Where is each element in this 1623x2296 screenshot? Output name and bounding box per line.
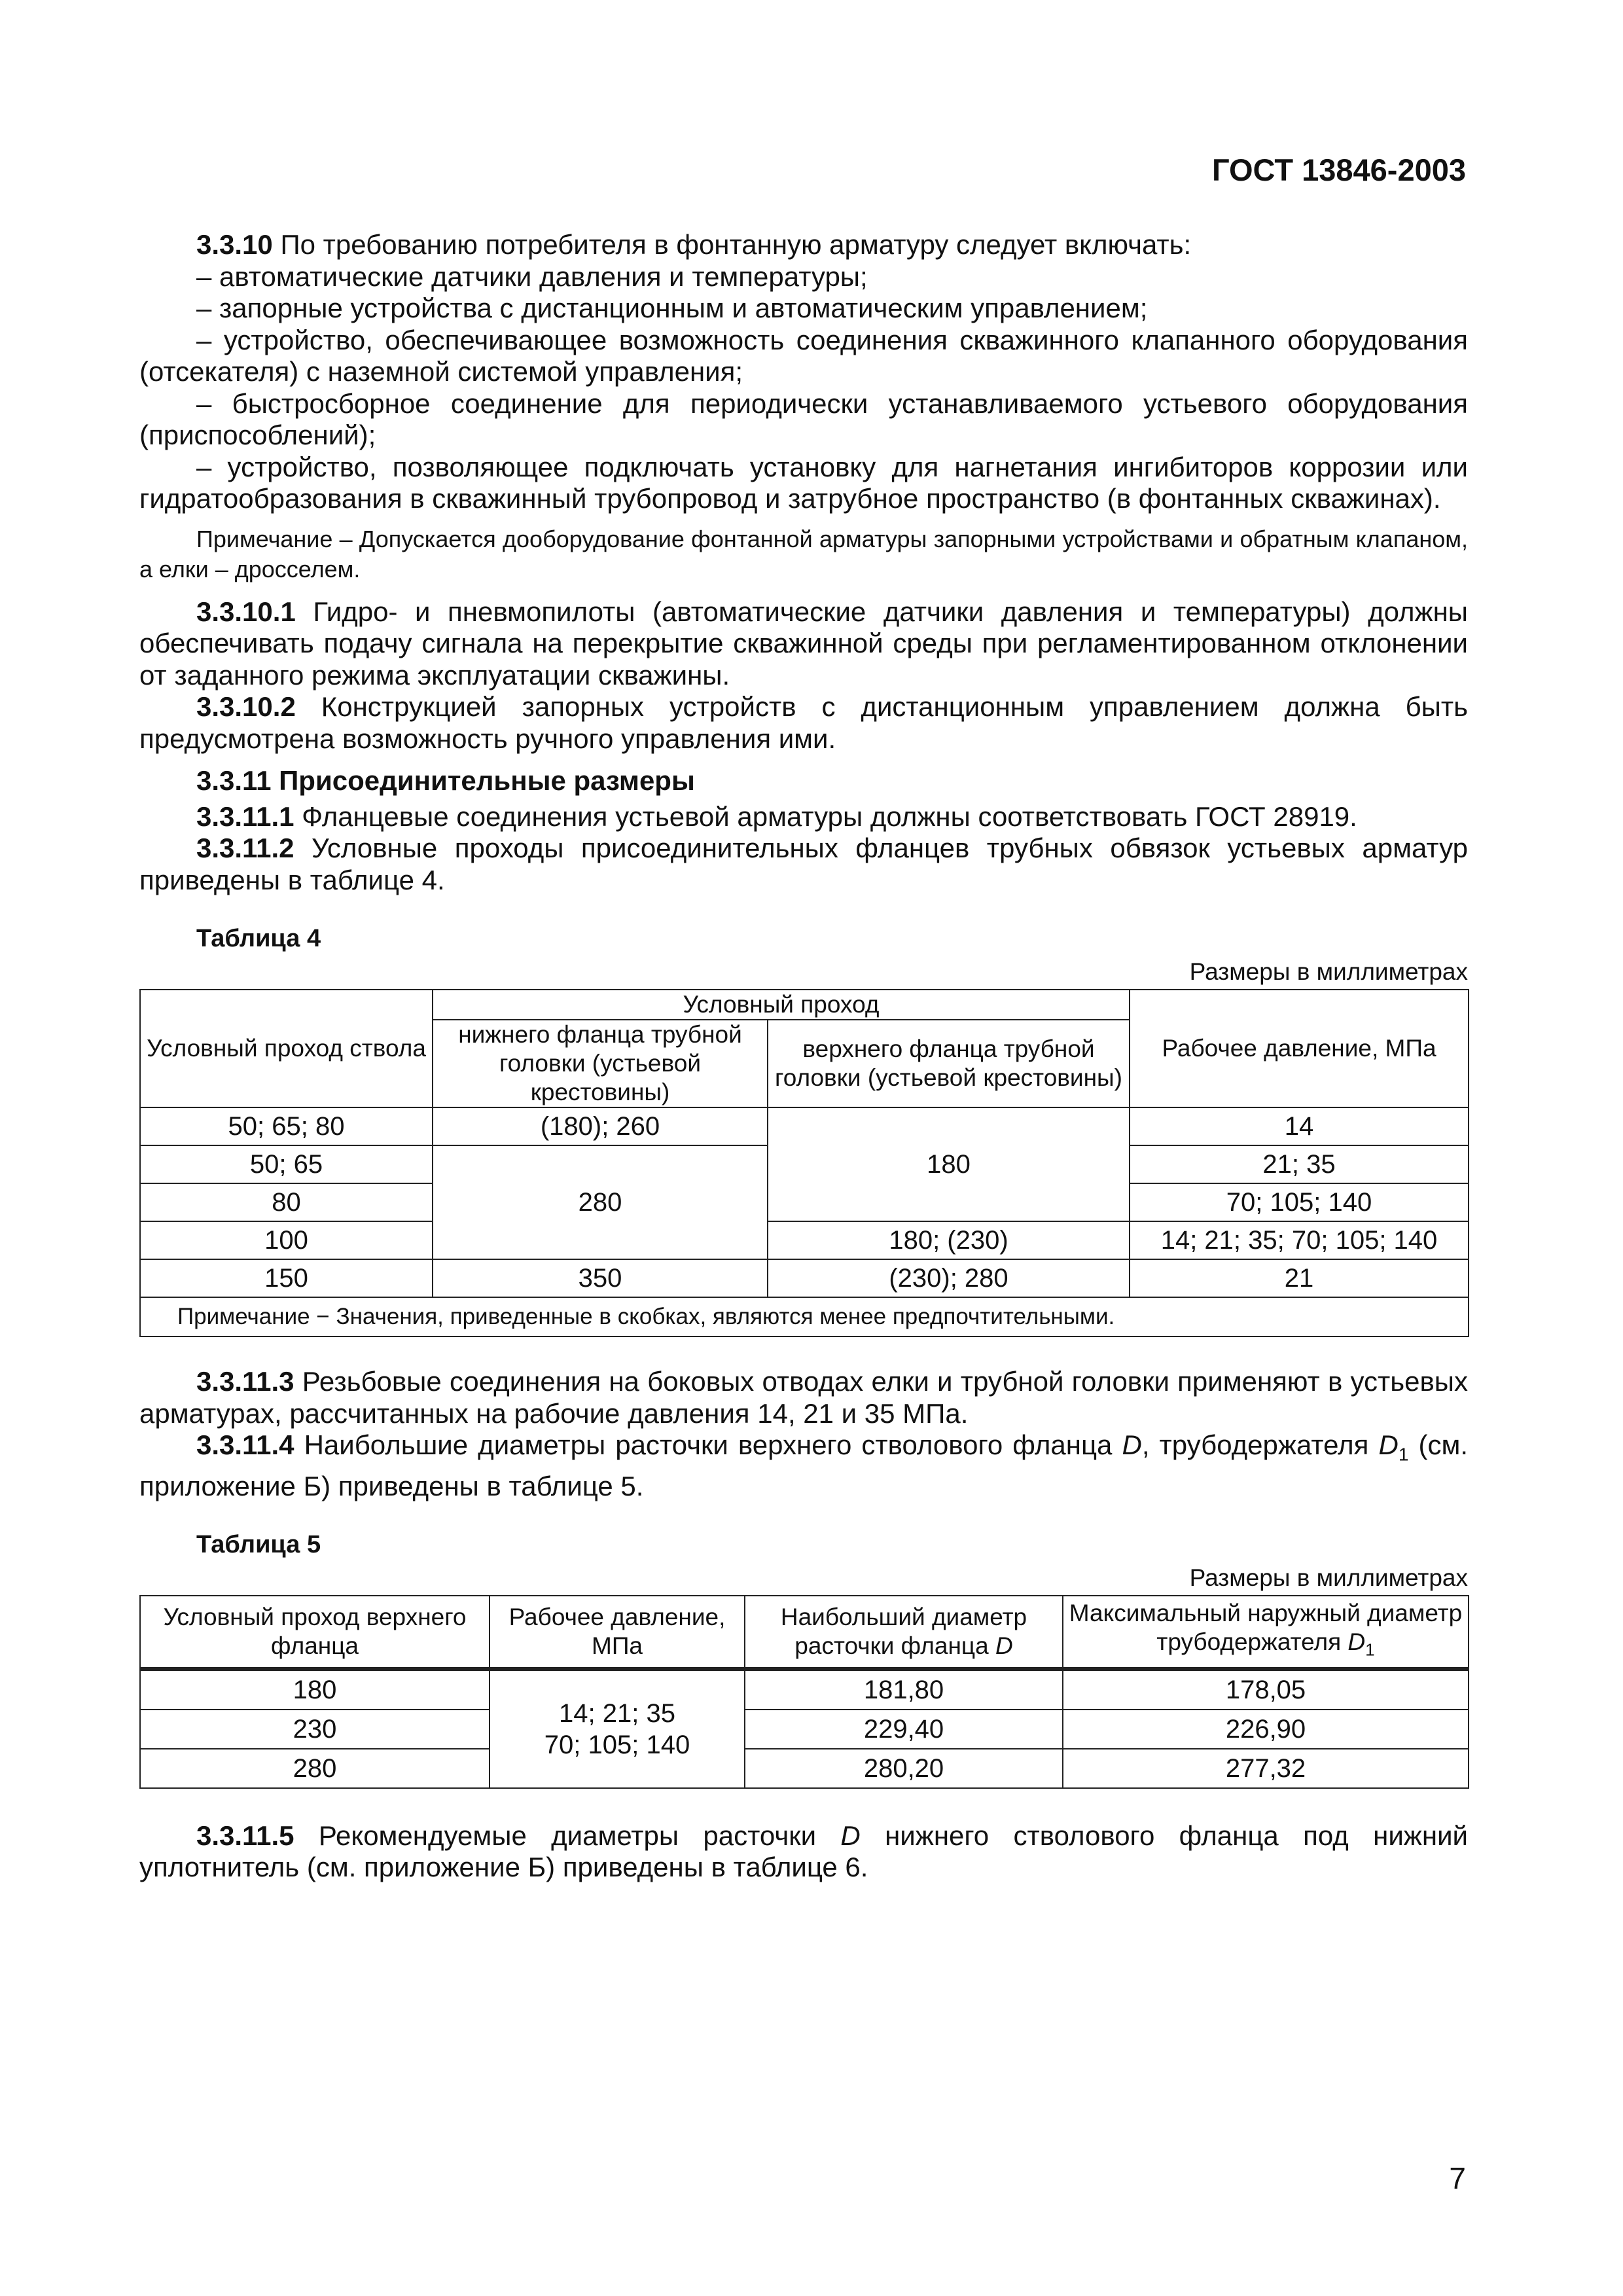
table-cell: 180 xyxy=(140,1669,490,1710)
table-4-header-pressure: Рабочее давление, МПа xyxy=(1130,990,1469,1107)
section-3-3-10-2 xyxy=(139,691,1468,755)
note-3-3-10: Примечание – Допускается дооборудование фонтанной арматуры запорными устройствами и обратным клапаном, а елки – дросселем. xyxy=(139,525,1468,583)
table-row xyxy=(140,1259,1469,1297)
table-cell xyxy=(490,1669,745,1788)
table-cell: (230); 280 xyxy=(768,1259,1130,1297)
header-text: Наибольший диаметр расточки фланца xyxy=(780,1604,1027,1660)
variable-d: D xyxy=(1122,1429,1142,1460)
table-5-header-4 xyxy=(1063,1596,1469,1668)
table-row xyxy=(140,1107,1469,1145)
section-3-3-11-4 xyxy=(139,1429,1468,1502)
table-cell: 229,40 xyxy=(745,1710,1063,1749)
table-4-units: Размеры в миллиметрах xyxy=(1189,958,1468,985)
page-content xyxy=(139,229,1468,1884)
list-item: – запорные устройства с дистанционным и автоматическим управлением; xyxy=(196,293,1148,323)
subscript-1: 1 xyxy=(1365,1640,1375,1660)
section-3-3-10 xyxy=(139,229,1468,261)
table-cell: 70; 105; 140 xyxy=(1130,1183,1469,1221)
clause-text: Наибольшие диаметры расточки верхнего стволового фланца xyxy=(294,1429,1122,1460)
table-row xyxy=(140,1221,1469,1259)
table-cell: 277,32 xyxy=(1063,1749,1469,1788)
clause-number: 3.3.10 xyxy=(196,229,273,260)
table-row xyxy=(140,1710,1469,1749)
clause-text: Конструкцией запорных устройств с дистанционным управлением должна быть предусмотрена возможность ручного управления ими. xyxy=(139,691,1468,754)
variable-d1: D xyxy=(1347,1628,1366,1656)
table-cell: 226,90 xyxy=(1063,1710,1469,1749)
clause-text: Резьбовые соединения на боковых отводах елки и трубной головки применяют в устьевых арматурах, рассчитанных на рабочие давления 14, 21 и 35 МПа. xyxy=(139,1366,1468,1429)
clause-number: 3.3.11.1 xyxy=(196,800,294,832)
section-3-3-11-5 xyxy=(139,1820,1468,1884)
table-cell: 180; (230) xyxy=(768,1221,1130,1259)
table-5-header-3 xyxy=(745,1596,1063,1668)
list-item: – устройство, позволяющее подключать установку для нагнетания ингибиторов коррозии или гидратообразования в скважинный трубопровод и затрубное пространство (в фонтанных скважинах). xyxy=(139,451,1468,514)
table-4-header-lower: нижнего фланца трубной головки (устьевой крестовины) xyxy=(433,1020,768,1107)
page-number: 7 xyxy=(1449,2161,1466,2195)
table-5-header-2: Рабочее давление, МПа xyxy=(490,1596,745,1668)
section-3-3-11-3 xyxy=(139,1366,1468,1429)
table-cell: 280 xyxy=(140,1749,490,1788)
clause-number: 3.3.11.5 xyxy=(196,1820,294,1851)
clause-text: Рекомендуемые диаметры расточки xyxy=(294,1820,841,1851)
table-cell: 50; 65; 80 xyxy=(140,1107,433,1145)
table-4 xyxy=(139,989,1469,1337)
clause-text: (см. приложение Б) приведены в таблице 5. xyxy=(139,1429,1468,1501)
table-cell: 100 xyxy=(140,1221,433,1259)
pressure-line-1: 14; 21; 35 xyxy=(559,1698,675,1728)
table-4-header-upper: верхнего фланца трубной головки (устьевой крестовины) xyxy=(768,1020,1130,1107)
table-cell: 280,20 xyxy=(745,1749,1063,1788)
clause-number: 3.3.10.2 xyxy=(196,691,296,722)
table-4-header-group: Условный проход xyxy=(433,990,1130,1020)
section-3-3-10-1 xyxy=(139,596,1468,692)
section-3-3-11-2 xyxy=(139,833,1468,896)
table-5-units: Размеры в миллиметрах xyxy=(1189,1564,1468,1592)
variable-d: D xyxy=(995,1632,1013,1660)
table-cell: 350 xyxy=(433,1259,768,1297)
table-cell: 178,05 xyxy=(1063,1669,1469,1710)
clause-text: , трубодержателя xyxy=(1141,1429,1379,1460)
table-cell: 150 xyxy=(140,1259,433,1297)
table-row xyxy=(140,1749,1469,1788)
section-3-3-11-heading: 3.3.11 Присоединительные размеры xyxy=(196,765,695,796)
variable-d: D xyxy=(840,1820,861,1851)
clause-text: По требованию потребителя в фонтанную арматуру следует включать: xyxy=(272,229,1192,260)
table-cell: 14 xyxy=(1130,1107,1469,1145)
table-cell: 80 xyxy=(140,1183,433,1221)
subscript-1: 1 xyxy=(1398,1444,1409,1465)
table-cell: (180); 260 xyxy=(433,1107,768,1145)
standard-header: ГОСТ 13846-2003 xyxy=(1211,152,1466,187)
table-4-header-stem: Условный проход ствола xyxy=(140,990,433,1107)
table-row xyxy=(140,1669,1469,1710)
pressure-line-2: 70; 105; 140 xyxy=(544,1730,690,1759)
variable-d1: D xyxy=(1378,1429,1399,1460)
table-cell: 21 xyxy=(1130,1259,1469,1297)
clause-number: 3.3.11.3 xyxy=(196,1366,294,1397)
table-cell: 180 xyxy=(768,1107,1130,1221)
list-item: – устройство, обеспечивающее возможность соединения скважинного клапанного оборудования (отсекателя) с наземной системой управления; xyxy=(139,324,1468,387)
table-4-note: Примечание − Значения, приведенные в скобках, являются менее предпочтительными. xyxy=(140,1297,1469,1336)
clause-number: 3.3.10.1 xyxy=(196,596,296,627)
table-5-header-1: Условный проход верхнего фланца xyxy=(140,1596,490,1668)
table-5 xyxy=(139,1595,1469,1788)
table-4-title: Таблица 4 xyxy=(196,925,321,952)
table-5-title: Таблица 5 xyxy=(196,1531,321,1559)
clause-number: 3.3.11.2 xyxy=(196,833,294,863)
list-item: – автоматические датчики давления и температуры; xyxy=(196,260,868,292)
clause-text: Условные проходы присоединительных фланцев трубных обвязок устьевых арматур приведены в таблице 4. xyxy=(139,833,1468,895)
clause-text: нижнего стволового фланца под нижний уплотнитель (см. приложение Б) приведены в таблице 6. xyxy=(139,1820,1468,1883)
clause-number: 3.3.11.4 xyxy=(196,1429,294,1460)
table-cell: 181,80 xyxy=(745,1669,1063,1710)
table-cell: 21; 35 xyxy=(1130,1145,1469,1183)
table-cell: 14; 21; 35; 70; 105; 140 xyxy=(1130,1221,1469,1259)
table-cell: 230 xyxy=(140,1710,490,1749)
section-3-3-11-1 xyxy=(139,801,1468,833)
table-cell: 50; 65 xyxy=(140,1145,433,1183)
table-cell: 280 xyxy=(433,1145,768,1259)
header-text: Максимальный наружный диаметр трубодержателя xyxy=(1069,1600,1463,1656)
list-item: – быстросборное соединение для периодически устанавливаемого устьевого оборудования (приспособлений); xyxy=(139,387,1468,450)
clause-text: Фланцевые соединения устьевой арматуры должны соответствовать ГОСТ 28919. xyxy=(294,800,1357,832)
clause-text: Гидро- и пневмопилоты (автоматические датчики давления и температуры) должны обеспечивать подачу сигнала на перекрытие скважинной среды при регламентированном отклонении от заданного режима эксплуатации скважины. xyxy=(139,596,1468,691)
